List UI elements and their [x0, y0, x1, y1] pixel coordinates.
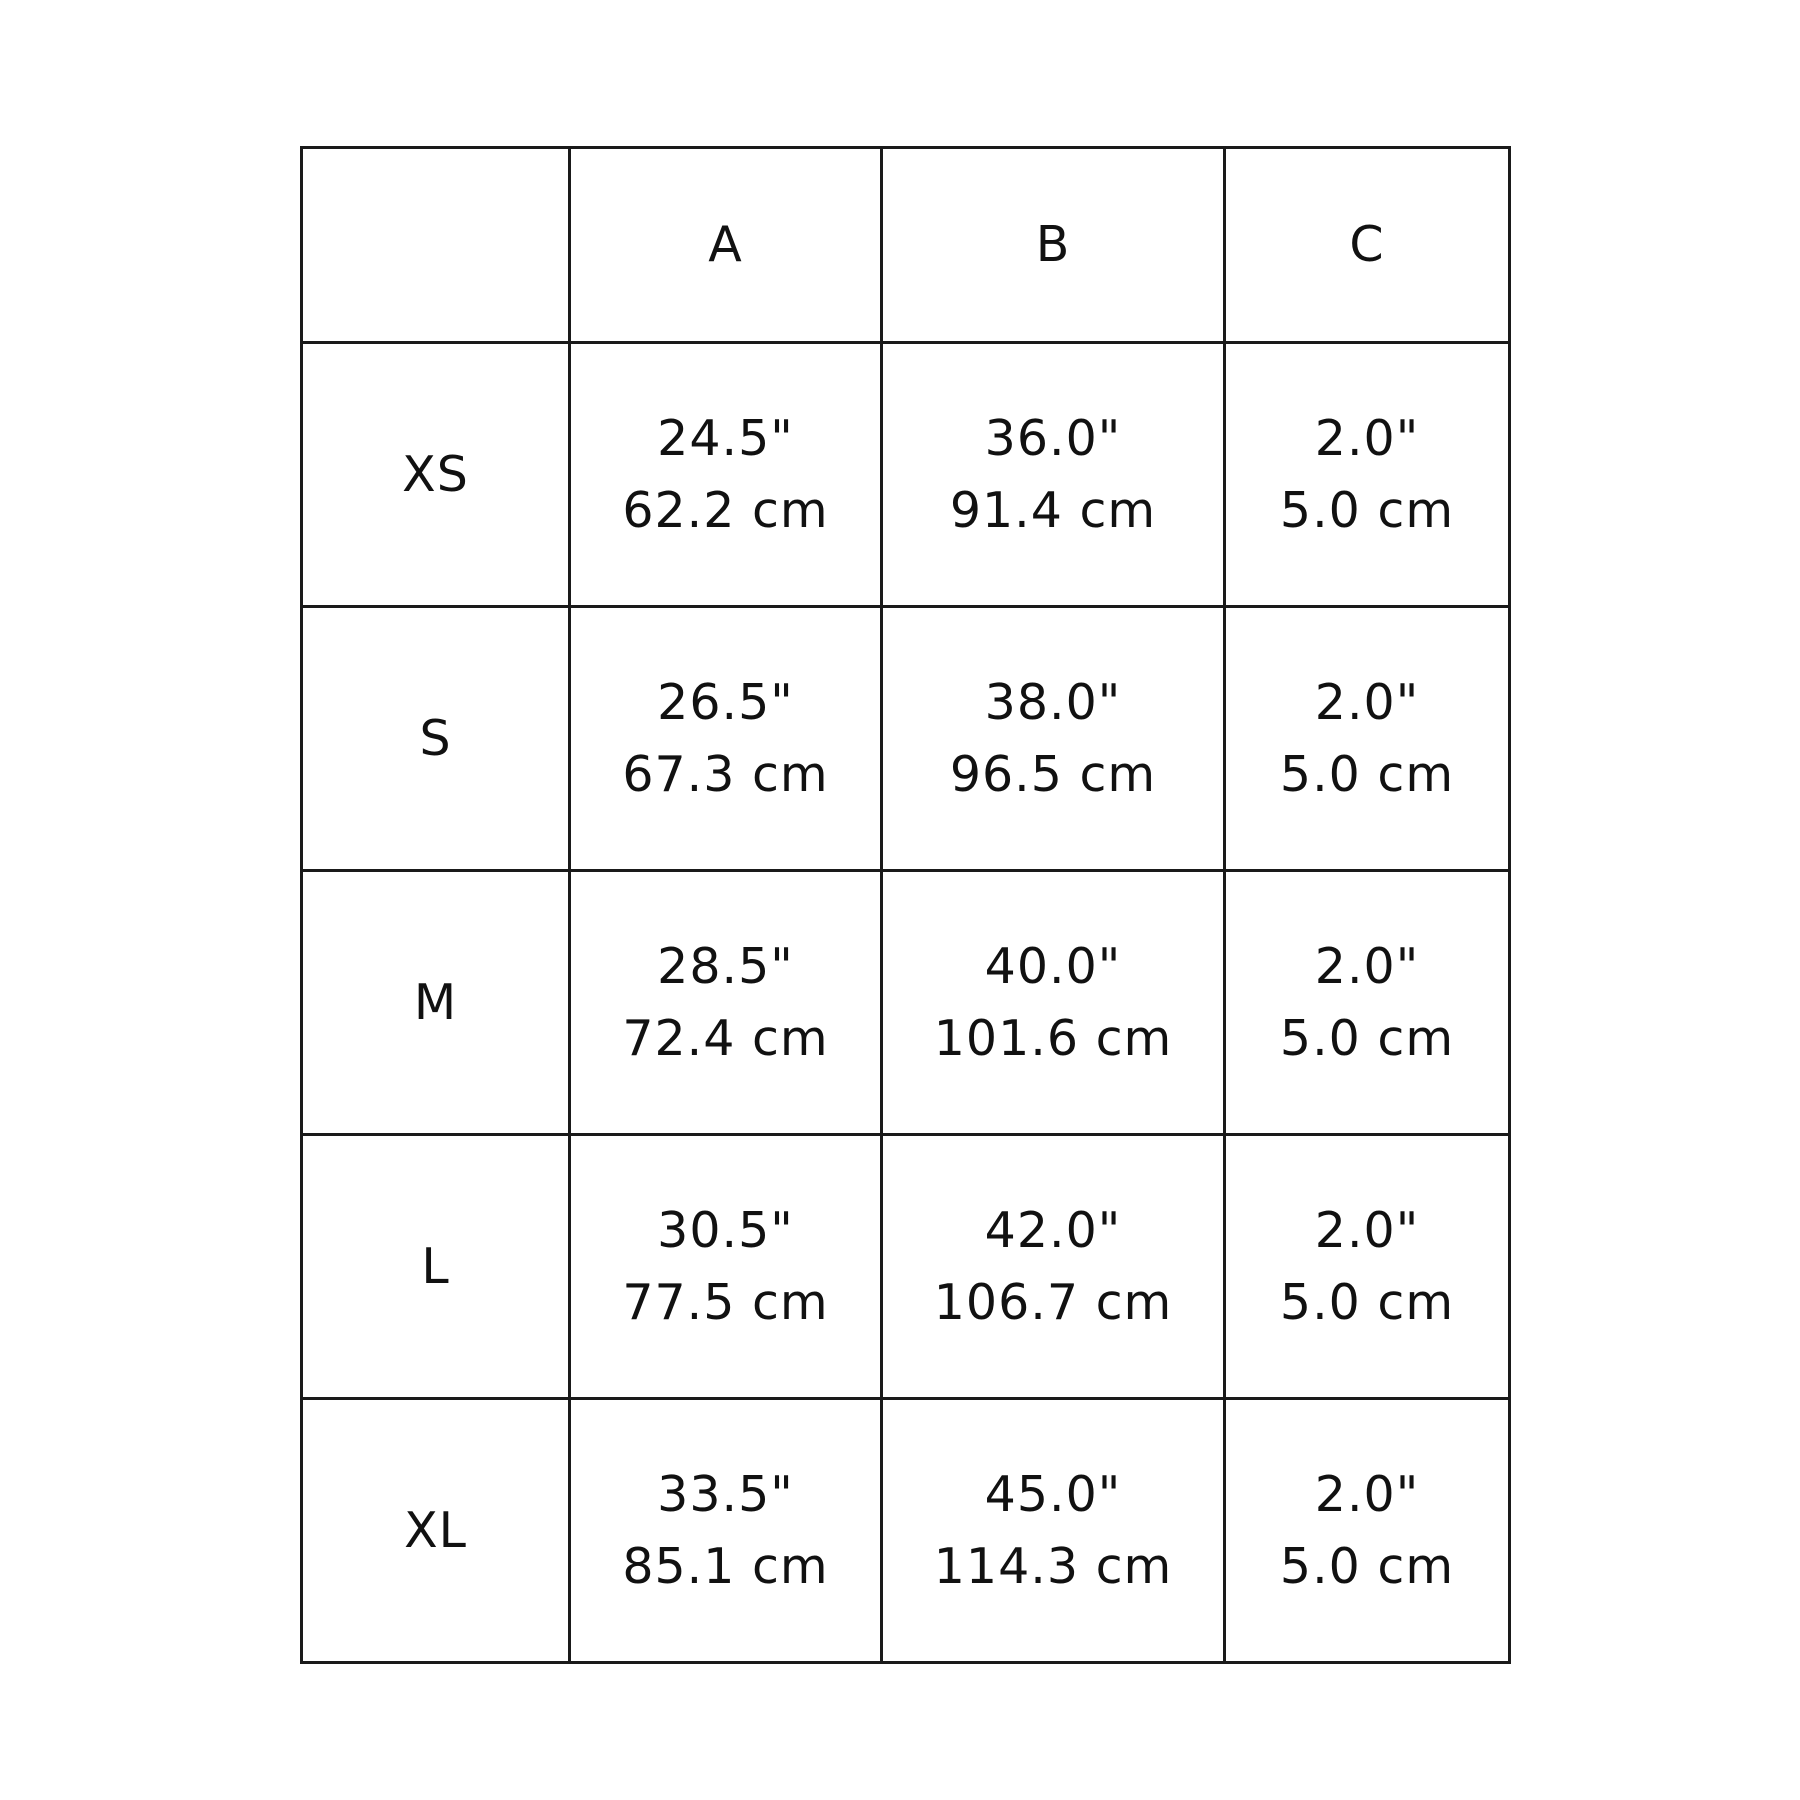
- size-label: XS: [302, 343, 570, 607]
- table-row: [302, 1135, 1510, 1399]
- measurement-cell-b: [882, 871, 1225, 1135]
- measurement-cell-a: [570, 1399, 882, 1663]
- table-row: [302, 607, 1510, 871]
- measurement-cell-c: [1225, 343, 1510, 607]
- inches-value: 38.0": [984, 673, 1122, 731]
- cm-value: 5.0 cm: [1279, 745, 1455, 803]
- measurement-cell-a: [570, 343, 882, 607]
- cm-value: 77.5 cm: [622, 1273, 829, 1331]
- cm-value: 62.2 cm: [622, 481, 829, 539]
- cm-value: 106.7 cm: [933, 1273, 1173, 1331]
- size-label: XL: [302, 1399, 570, 1663]
- cm-value: 5.0 cm: [1279, 1009, 1455, 1067]
- cm-value: 72.4 cm: [622, 1009, 829, 1067]
- cm-value: 91.4 cm: [949, 481, 1157, 539]
- cm-value: 96.5 cm: [949, 745, 1157, 803]
- measurement-cell-b: [882, 1135, 1225, 1399]
- inches-value: 2.0": [1314, 673, 1420, 731]
- measurement-cell-c: [1225, 1135, 1510, 1399]
- cm-value: 5.0 cm: [1279, 1537, 1455, 1595]
- size-chart-table: [300, 146, 1511, 1664]
- inches-value: 42.0": [984, 1201, 1122, 1259]
- measurement-cell-a: [570, 1135, 882, 1399]
- inches-value: 40.0": [984, 937, 1122, 995]
- inches-value: 24.5": [657, 409, 794, 467]
- inches-value: 33.5": [657, 1465, 794, 1523]
- cm-value: 85.1 cm: [622, 1537, 829, 1595]
- size-label: S: [302, 607, 570, 871]
- table-row: [302, 1399, 1510, 1663]
- measurement-cell-c: [1225, 607, 1510, 871]
- measurement-cell-a: [570, 871, 882, 1135]
- measurement-cell-b: [882, 1399, 1225, 1663]
- header-cell-a: A: [570, 148, 882, 343]
- table-row: [302, 343, 1510, 607]
- header-cell-b: B: [882, 148, 1225, 343]
- measurement-cell-c: [1225, 871, 1510, 1135]
- inches-value: 26.5": [657, 673, 794, 731]
- header-row: [302, 148, 1510, 343]
- cm-value: 101.6 cm: [933, 1009, 1173, 1067]
- cm-value: 5.0 cm: [1279, 481, 1455, 539]
- table-row: [302, 871, 1510, 1135]
- inches-value: 30.5": [657, 1201, 794, 1259]
- inches-value: 45.0": [984, 1465, 1122, 1523]
- cm-value: 67.3 cm: [622, 745, 829, 803]
- inches-value: 2.0": [1314, 409, 1420, 467]
- inches-value: 2.0": [1314, 937, 1420, 995]
- header-cell-c: C: [1225, 148, 1510, 343]
- inches-value: 2.0": [1314, 1465, 1420, 1523]
- measurement-cell-b: [882, 607, 1225, 871]
- header-corner-cell: [302, 148, 570, 343]
- cm-value: 5.0 cm: [1279, 1273, 1455, 1331]
- size-label: L: [302, 1135, 570, 1399]
- measurement-cell-c: [1225, 1399, 1510, 1663]
- inches-value: 2.0": [1314, 1201, 1420, 1259]
- cm-value: 114.3 cm: [933, 1537, 1173, 1595]
- size-label: M: [302, 871, 570, 1135]
- measurement-cell-a: [570, 607, 882, 871]
- inches-value: 28.5": [657, 937, 794, 995]
- inches-value: 36.0": [984, 409, 1122, 467]
- measurement-cell-b: [882, 343, 1225, 607]
